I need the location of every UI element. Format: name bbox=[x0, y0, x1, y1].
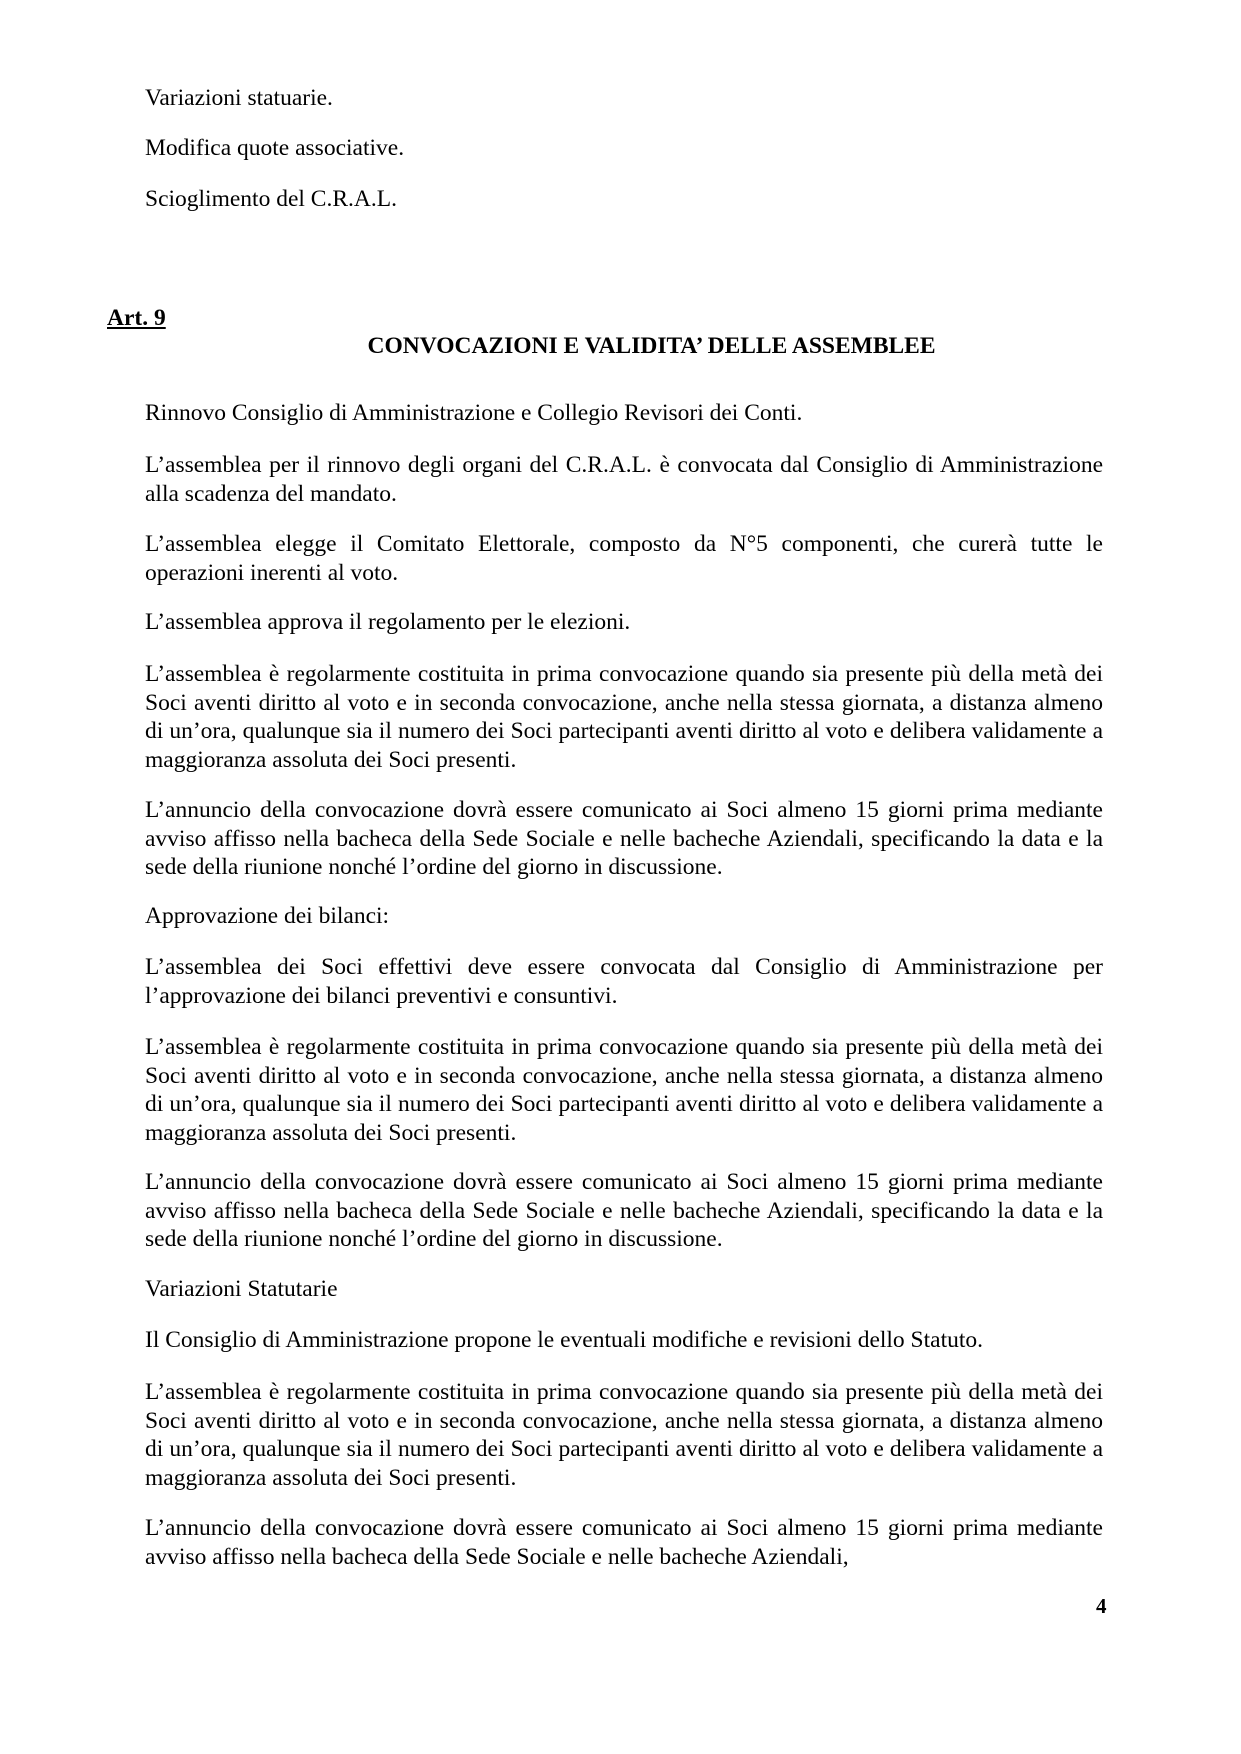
paragraph-rinnovo-convocata: L’assemblea per il rinnovo degli organi del C.R.A.L. è convocata dal Consiglio di Amministrazione alla scadenza del mandato. bbox=[145, 452, 1103, 507]
list-line-modifica: Modifica quote associative. bbox=[145, 135, 405, 161]
paragraph-rinnovo-title: Rinnovo Consiglio di Amministrazione e Collegio Revisori dei Conti. bbox=[145, 400, 803, 426]
list-line-variazioni: Variazioni statuarie. bbox=[145, 85, 333, 111]
paragraph-validita-2: L’assemblea è regolarmente costituita in prima convocazione quando sia presente più della metà dei Soci aventi diritto al voto e in seconda convocazione, anche nella stessa giornata, a distanza almeno di un’ora, qualunque sia il numero dei Soci partecipanti aventi diritto al voto e delibera validamente a maggioranza assoluta dei Soci presenti. bbox=[145, 1034, 1103, 1146]
list-line-scioglimento: Scioglimento del C.R.A.L. bbox=[145, 186, 397, 212]
article-label: Art. 9 bbox=[107, 305, 166, 331]
article-title: CONVOCAZIONI E VALIDITA’ DELLE ASSEMBLEE bbox=[367, 333, 936, 359]
paragraph-modifiche-statuto: Il Consiglio di Amministrazione propone le eventuali modifiche e revisioni dello Statuto. bbox=[145, 1327, 984, 1353]
paragraph-variazioni-statutarie: Variazioni Statutarie bbox=[145, 1276, 338, 1302]
paragraph-validita-1: L’assemblea è regolarmente costituita in prima convocazione quando sia presente più della metà dei Soci aventi diritto al voto e in seconda convocazione, anche nella stessa giornata, a distanza almeno di un’ora, qualunque sia il numero dei Soci partecipanti aventi diritto al voto e delibera validamente a maggioranza assoluta dei Soci presenti. bbox=[145, 661, 1103, 773]
page-number: 4 bbox=[1096, 1594, 1107, 1618]
paragraph-regolamento: L’assemblea approva il regolamento per le elezioni. bbox=[145, 609, 631, 635]
paragraph-soci-effettivi: L’assemblea dei Soci effettivi deve essere convocata dal Consiglio di Amministrazione per l’approvazione dei bilanci preventivi e consuntivi. bbox=[145, 954, 1103, 1009]
paragraph-annuncio-3: L’annuncio della convocazione dovrà essere comunicato ai Soci almeno 15 giorni prima mediante avviso affisso nella bacheca della Sede Sociale e nelle bacheche Aziendali, bbox=[145, 1515, 1103, 1570]
paragraph-annuncio-1: L’annuncio della convocazione dovrà essere comunicato ai Soci almeno 15 giorni prima mediante avviso affisso nella bacheca della Sede Sociale e nelle bacheche Aziendali, specificando la data e la sede della riunione nonché l’ordine del giorno in discussione. bbox=[145, 797, 1103, 880]
paragraph-comitato-elettorale: L’assemblea elegge il Comitato Elettorale, composto da N°5 componenti, che curerà tutte le operazioni inerenti al voto. bbox=[145, 531, 1103, 586]
paragraph-approvazione-bilanci: Approvazione dei bilanci: bbox=[145, 903, 390, 929]
paragraph-annuncio-2: L’annuncio della convocazione dovrà essere comunicato ai Soci almeno 15 giorni prima mediante avviso affisso nella bacheca della Sede Sociale e nelle bacheche Aziendali, specificando la data e la sede della riunione nonché l’ordine del giorno in discussione. bbox=[145, 1169, 1103, 1252]
paragraph-validita-3: L’assemblea è regolarmente costituita in prima convocazione quando sia presente più della metà dei Soci aventi diritto al voto e in seconda convocazione, anche nella stessa giornata, a distanza almeno di un’ora, qualunque sia il numero dei Soci partecipanti aventi diritto al voto e delibera validamente a maggioranza assoluta dei Soci presenti. bbox=[145, 1379, 1103, 1491]
